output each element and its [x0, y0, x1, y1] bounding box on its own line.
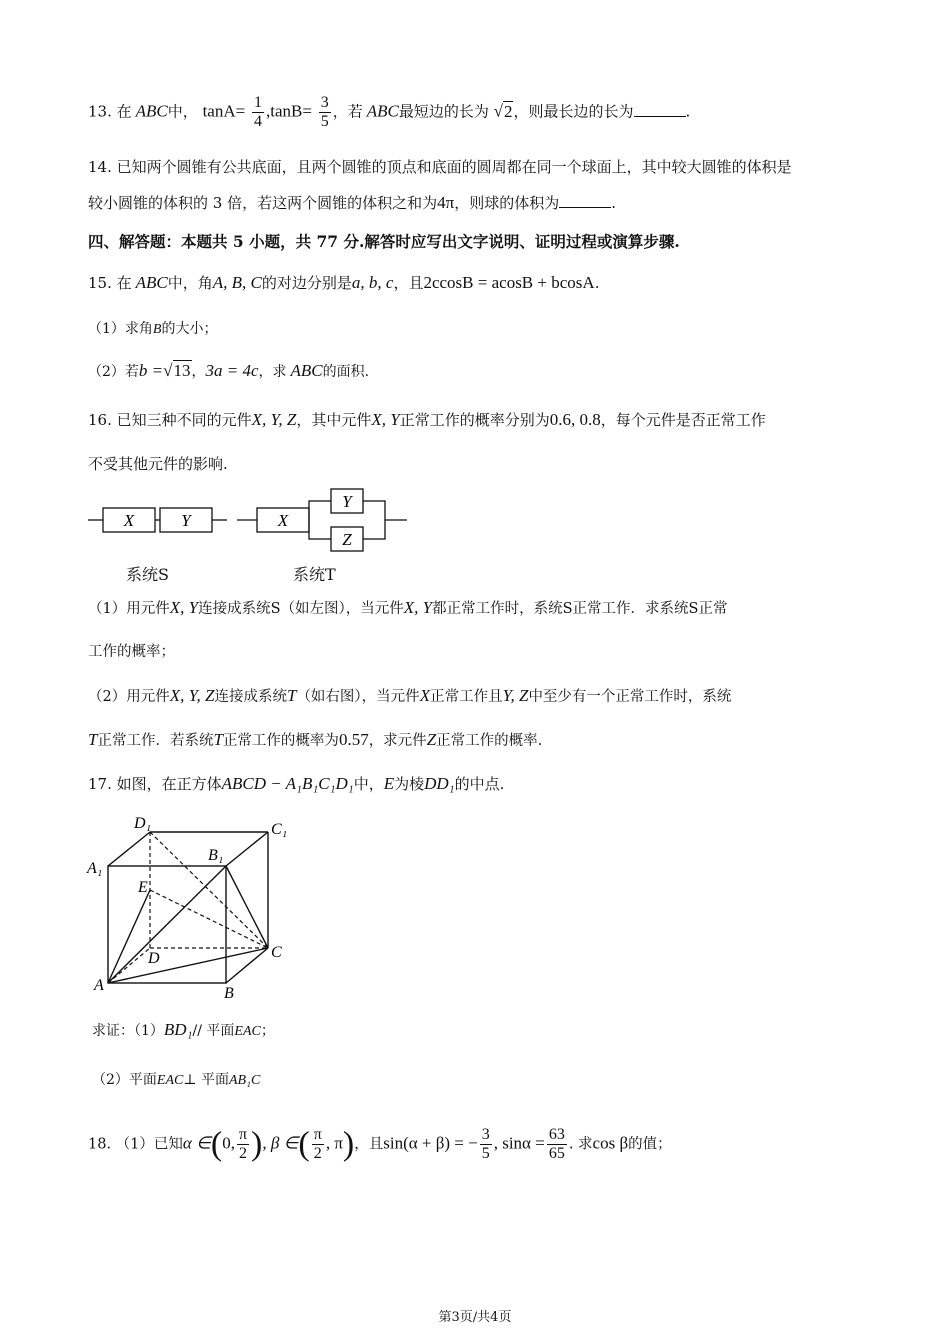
label-c: C [271, 944, 282, 961]
q16-part-1-cont: 工作的概率； [88, 644, 175, 660]
q17-part-1: 求证：（1）BD₁// 平面EAC； [92, 1020, 275, 1039]
label-b1: B₁ [208, 847, 224, 864]
label-y-s: Y [181, 511, 191, 530]
label-a: A [94, 977, 104, 994]
answer-blank [634, 102, 686, 117]
system-t-label: 系统T [293, 565, 336, 584]
q14-line-2: 较小圆锥的体积的 3 倍，若这两个圆锥的体积之和为4π，则球的体积为 . [88, 193, 616, 212]
fraction-3-5: $\frac{3}{5}$ [320, 94, 329, 130]
label-d: D [148, 950, 160, 967]
answer-blank [559, 193, 611, 208]
q13-line: 13. 在 ABC中， tanA= $\frac{1}{4}$ ,tanB= $\frac{3}{5}$ ，若 ABC最短边的长为 √2，则最长边的长为 . [88, 94, 691, 130]
label-e: E [138, 879, 148, 896]
q16-part-2-cont: T正常工作．若系统T正常工作的概率为0.57，求元件Z正常工作的概率. [88, 730, 543, 749]
q15-part-1: （1）求角B的大小； [88, 321, 218, 337]
q16-part-1: （1）用元件X, Y连接成系统S（如左图），当元件X, Y都正常工作时，系统S正常工作．求系统S正常 [88, 598, 728, 617]
q16-stem-1: 16. 已知三种不同的元件X, Y, Z，其中元件X, Y正常工作的概率分别为0.6, 0.8，每个元件是否正常工作 [88, 410, 766, 429]
cube-figure [84, 810, 304, 1005]
q17-stem: 17. 如图，在正方体ABCD − A₁B₁C₁D₁中，E为棱DD₁的中点. [88, 774, 505, 793]
label-y-t: Y [342, 492, 352, 511]
q15-part-2: （2）若b =√13，3a = 4c，求 ABC的面积. [88, 361, 370, 380]
label-x-s: X [123, 511, 135, 530]
q16-part-2: （2）用元件X, Y, Z连接成系统T（如右图），当元件X正常工作且Y, Z中至少有一个正常工作时，系统 [88, 686, 732, 705]
page-footer: 第3页/共4页 [438, 1310, 512, 1325]
fraction-1-4: $\frac{1}{4}$ [253, 94, 262, 130]
label-b: B [224, 985, 234, 1002]
q17-part-2: （2）平面EAC⊥ 平面AB₁C [92, 1072, 261, 1088]
label-x-t: X [277, 511, 289, 530]
label-z-t: Z [342, 530, 352, 549]
q15-stem: 15. 在 ABC中，角A, B, C的对边分别是a, b, c，且2ccosB = acosB + bcosA. [88, 273, 600, 292]
q14-line-1: 14. 已知两个圆锥有公共底面，且两个圆锥的顶点和底面的圆周都在同一个球面上，其中较大圆锥的体积是 [88, 158, 792, 176]
system-s-label: 系统S [126, 565, 169, 584]
q18-line: 18. （1）已知α ∈(0, $\frac{\pi}{2}$ ), β ∈( $\frac{\pi}{2}$ , π)，且sin(α + β) = − $\frac{3}{5}$ , sinα = $\frac{63}{65}$ . 求cos β的值； [88, 1125, 672, 1163]
label-a1: A₁ [87, 860, 103, 877]
q16-stem-2: 不受其他元件的影响. [88, 455, 228, 473]
label-d1: D₁ [134, 815, 152, 832]
sqrt-2: √2 [493, 101, 513, 121]
section-heading: 四、解答题：本题共 5 小题，共 77 分.解答时应写出文字说明、证明过程或演算步骤. [88, 232, 680, 251]
label-c1: C₁ [271, 821, 288, 838]
